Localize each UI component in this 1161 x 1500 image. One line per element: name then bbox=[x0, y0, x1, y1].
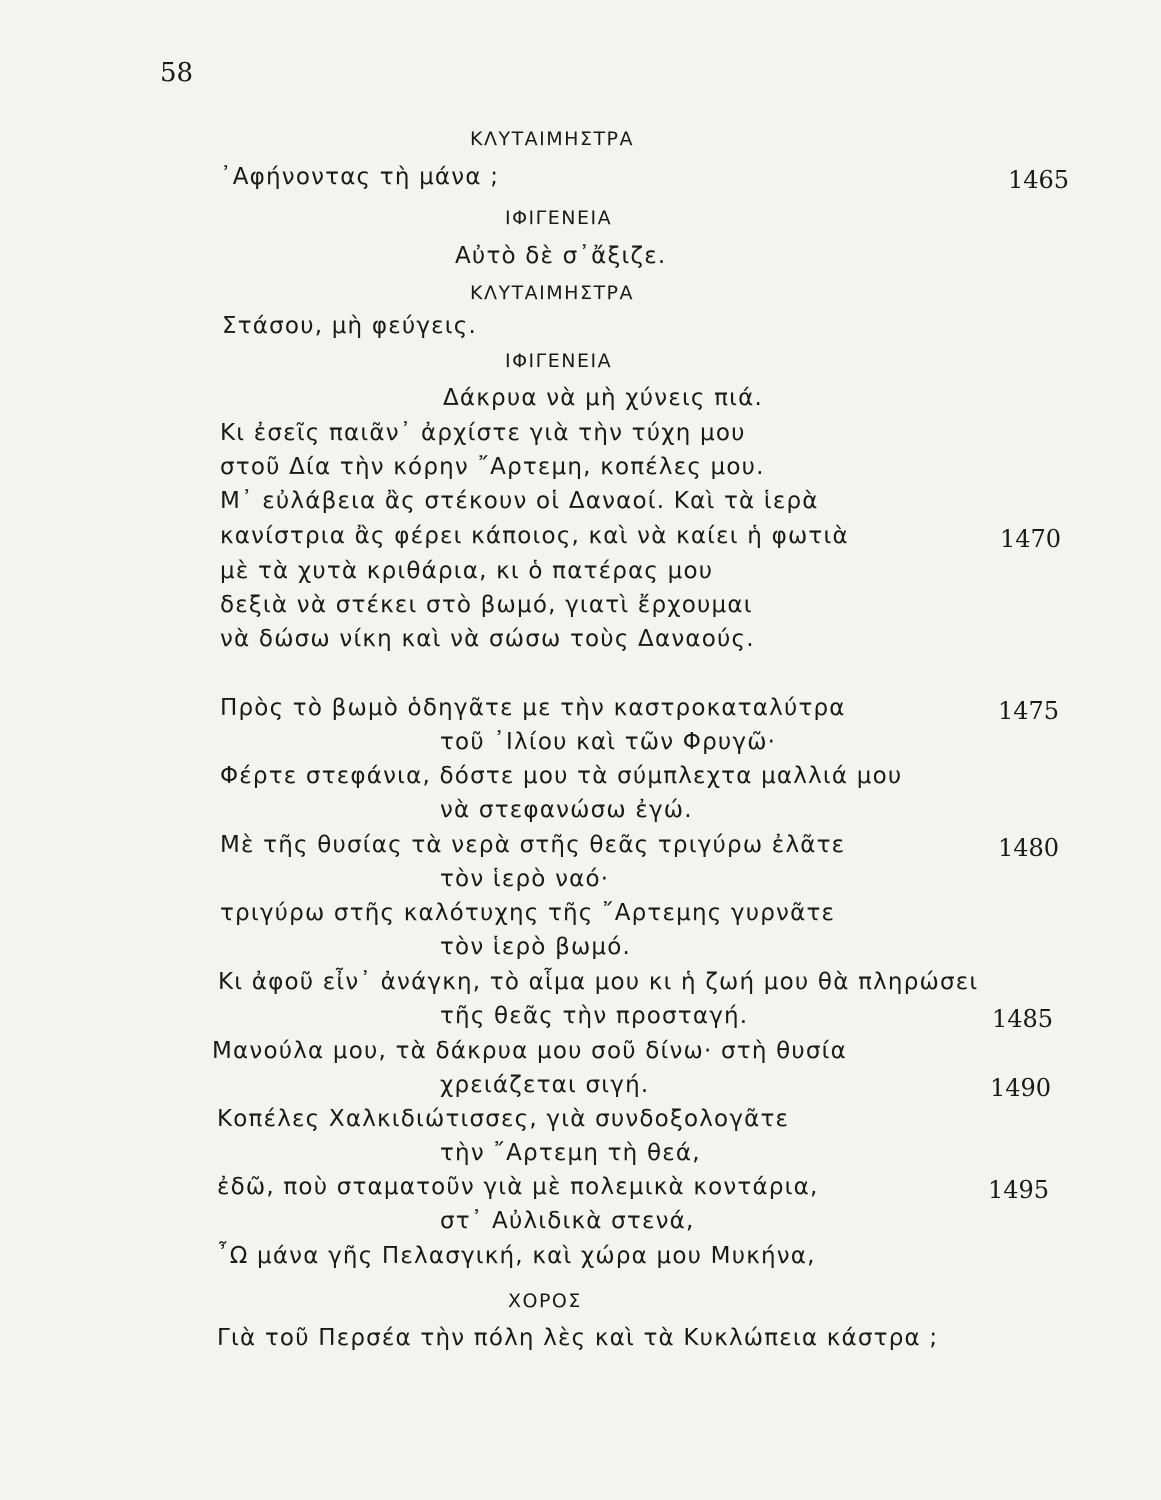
verse-line: χρειάζεται σιγή. bbox=[440, 1072, 650, 1098]
verse-line: μὲ τὰ χυτὰ κριθάρια, κι ὁ πατέρας μου bbox=[220, 558, 714, 584]
verse-line: Κι ἀφοῦ εἶν᾿ ἀνάγκη, τὸ αἷμα μου κι ἡ ζωή μου θὰ πληρώσει bbox=[218, 969, 979, 995]
line-number-1495: 1495 bbox=[988, 1176, 1050, 1204]
verse-line: Δάκρυα νὰ μὴ χύνεις πιά. bbox=[443, 385, 764, 411]
verse-line: τοῦ ᾿Ιλίου καὶ τῶν Φρυγῶ· bbox=[440, 729, 777, 755]
page-number: 58 bbox=[160, 58, 194, 88]
verse-line: ᾿Αφήνοντας τὴ μάνα ; bbox=[220, 164, 500, 190]
verse-line: τῆς θεᾶς τὴν προσταγή. bbox=[440, 1003, 749, 1029]
verse-line: τριγύρω στῆς καλότυχης τῆς ῎Αρτεμης γυρνᾶτε bbox=[220, 900, 836, 926]
verse-line: δεξιὰ νὰ στέκει στὸ βωμό, γιατὶ ἔρχουμαι bbox=[220, 592, 753, 618]
line-number-1490: 1490 bbox=[990, 1074, 1052, 1102]
verse-line: Στάσου, μὴ φεύγεις. bbox=[222, 313, 477, 339]
verse-line: Κοπέλες Χαλκιδιώτισσες, γιὰ συνδοξολογᾶτε bbox=[217, 1106, 790, 1132]
verse-line: στοῦ Δία τὴν κόρην ῎Αρτεμη, κοπέλες μου. bbox=[220, 454, 765, 480]
verse-line: νὰ στεφανώσω ἐγώ. bbox=[440, 797, 693, 823]
speaker-klytaimnistra: ΚΛΥΤΑΙΜΗΣΤΡΑ bbox=[470, 282, 635, 304]
speaker-klytaimnistra: ΚΛΥΤΑΙΜΗΣΤΡΑ bbox=[470, 128, 635, 150]
verse-line: ἐδῶ, ποὺ σταματοῦν γιὰ μὲ πολεμικὰ κοντάρια, bbox=[217, 1174, 819, 1200]
verse-line: Αὐτὸ δὲ σ᾿ἄξιζε. bbox=[455, 243, 667, 269]
verse-line: Φέρτε στεφάνια, δόστε μου τὰ σύμπλεχτα μαλλιά μου bbox=[220, 763, 903, 789]
line-number-1480: 1480 bbox=[998, 834, 1060, 862]
verse-line: τὴν ῎Αρτεμη τὴ θεά, bbox=[440, 1140, 701, 1166]
verse-line: κανίστρια ἂς φέρει κάποιος, καὶ νὰ καίει ἡ φωτιὰ bbox=[220, 523, 849, 549]
verse-line: Πρὸς τὸ βωμὸ ὁδηγᾶτε με τὴν καστροκαταλύτρα bbox=[220, 695, 846, 721]
line-number-1485: 1485 bbox=[992, 1005, 1054, 1033]
verse-line: στ᾿ Αὐλιδικὰ στενά, bbox=[440, 1208, 695, 1234]
verse-line: τὸν ἱερὸ βωμό. bbox=[440, 934, 632, 960]
verse-line: Κι ἐσεῖς παιᾶν᾿ ἀρχίστε γιὰ τὴν τύχη μου bbox=[220, 420, 746, 446]
speaker-ifigeneia: ΙΦΙΓΕΝΕΙΑ bbox=[505, 207, 613, 229]
line-number-1475: 1475 bbox=[998, 697, 1060, 725]
verse-line: Γιὰ τοῦ Περσέα τὴν πόλη λὲς καὶ τὰ Κυκλώπεια κάστρα ; bbox=[217, 1325, 939, 1351]
speaker-ifigeneia: ΙΦΙΓΕΝΕΙΑ bbox=[505, 350, 613, 372]
line-number-1465: 1465 bbox=[1008, 166, 1070, 194]
verse-line: Μ᾿ εὐλάβεια ἂς στέκουν οἱ Δαναοί. Καὶ τὰ ἱερὰ bbox=[220, 488, 819, 514]
line-number-1470: 1470 bbox=[1000, 525, 1062, 553]
verse-line: νὰ δώσω νίκη καὶ νὰ σώσω τοὺς Δαναούς. bbox=[220, 626, 755, 652]
verse-line: Μανούλα μου, τὰ δάκρυα μου σοῦ δίνω· στὴ θυσία bbox=[212, 1038, 848, 1064]
verse-line: ῏Ω μάνα γῆς Πελασγική, καὶ χώρα μου Μυκήνα, bbox=[217, 1243, 816, 1269]
verse-line: Μὲ τῆς θυσίας τὰ νερὰ στῆς θεᾶς τριγύρω ἐλᾶτε bbox=[220, 832, 846, 858]
speaker-choros: ΧΟΡΟΣ bbox=[508, 1290, 582, 1312]
verse-line: τὸν ἱερὸ ναό· bbox=[440, 866, 610, 892]
